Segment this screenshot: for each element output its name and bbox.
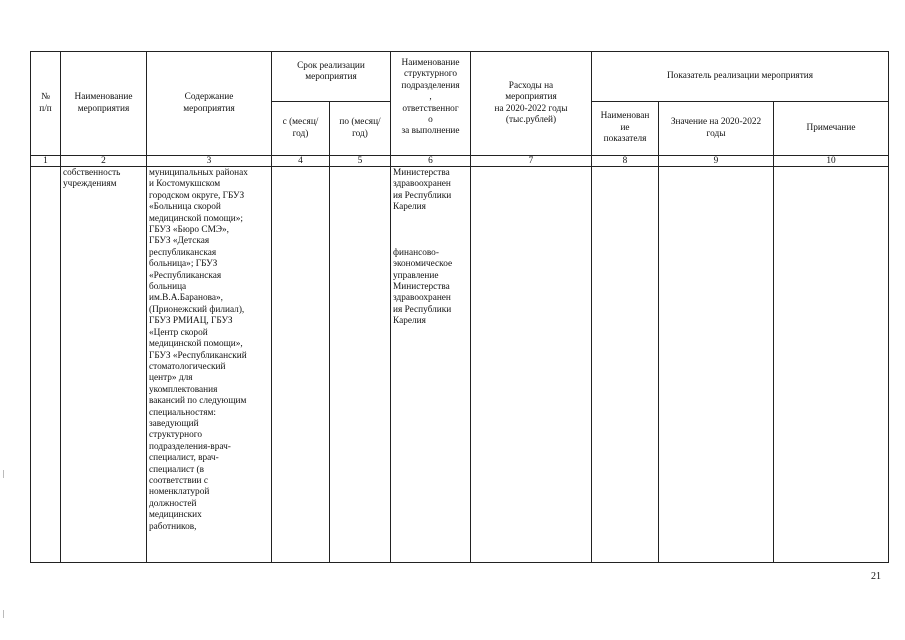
cell-dept: Министерства здравоохранен ия Республики Карелия финансово- экономическое управление Министерства здравоохранен ия Республики Карелия <box>391 167 471 563</box>
header-period-to: по (месяц/ год) <box>330 102 391 156</box>
column-number: 10 <box>774 156 889 167</box>
header-period-from: с (месяц/ год) <box>272 102 330 156</box>
cell-content: муниципальных районах и Костомукшском городском округе, ГБУЗ «Больница скорой медицинской помощи»; ГБУЗ «Бюро СМЭ», ГБУЗ «Детская республиканская больница»; ГБУЗ «Республиканская больница им.В.А.Баранова», (Прионежский филиал), ГБУЗ РМИАЦ, ГБУЗ «Центр скорой медицинской помощи», ГБУЗ «Республиканский стоматологический центр» для укомплектования вакансий по следующим специальностям: заведующий структурного подразделения-врач- специалист, врач- специалист (в соответствии с номенклатурой должностей медицинских работников, <box>147 167 272 563</box>
cell-indicator-value <box>659 167 774 563</box>
column-number: 7 <box>471 156 592 167</box>
cell-num <box>31 167 61 563</box>
cell-indicator-name <box>592 167 659 563</box>
cell-period-from <box>272 167 330 563</box>
page-number: 21 <box>871 571 881 582</box>
cell-period-to <box>330 167 391 563</box>
header-name: Наименование мероприятия <box>61 52 147 156</box>
column-number: 5 <box>330 156 391 167</box>
table-row <box>31 167 889 563</box>
column-number: 9 <box>659 156 774 167</box>
scan-mark <box>3 470 4 478</box>
column-number: 1 <box>31 156 61 167</box>
cell-name: собственность учреждениям <box>61 167 147 563</box>
header-dept: Наименование структурного подразделения , ответственног о за выполнение <box>391 52 471 156</box>
column-number: 4 <box>272 156 330 167</box>
header-indicator-value: Значение на 2020-2022 годы <box>659 102 774 156</box>
column-number-row <box>31 156 889 167</box>
measures-table <box>30 51 889 563</box>
scan-mark <box>3 610 4 618</box>
header-num: № п/п <box>31 52 61 156</box>
header-indicator: Показатель реализации мероприятия <box>592 52 889 102</box>
column-number: 3 <box>147 156 272 167</box>
header-expenses: Расходы на мероприятия на 2020-2022 годы (тыс.рублей) <box>471 52 592 156</box>
header-indicator-name: Наименован ие показателя <box>592 102 659 156</box>
header-row-top <box>31 52 889 102</box>
column-number: 8 <box>592 156 659 167</box>
column-number: 2 <box>61 156 147 167</box>
header-note: Примечание <box>774 102 889 156</box>
header-content: Содержание мероприятия <box>147 52 272 156</box>
header-period: Срок реализации мероприятия <box>272 52 391 102</box>
cell-expenses <box>471 167 592 563</box>
cell-note <box>774 167 889 563</box>
column-number: 6 <box>391 156 471 167</box>
